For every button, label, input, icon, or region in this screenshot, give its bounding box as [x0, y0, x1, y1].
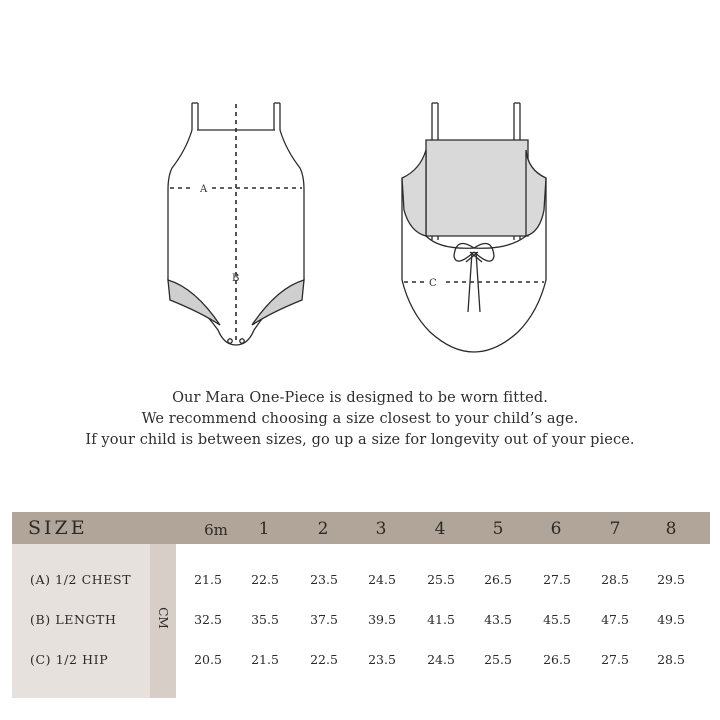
table-cell: 29.5: [657, 572, 685, 587]
row-label-length: (B) LENGTH: [30, 612, 117, 627]
size-column-3: 3: [375, 519, 387, 539]
size-column-8: 8: [665, 519, 677, 539]
label-c: C: [429, 278, 437, 289]
back-view-diagram: [402, 103, 546, 352]
size-column-1: 1: [258, 519, 270, 539]
table-cell: 32.5: [194, 612, 222, 627]
table-cell: 43.5: [484, 612, 512, 627]
size-chart-header: [12, 512, 710, 544]
table-cell: 22.5: [310, 652, 338, 667]
table-cell: 21.5: [194, 572, 222, 587]
table-cell: 25.5: [484, 652, 512, 667]
table-cell: 24.5: [368, 572, 396, 587]
table-cell: 26.5: [484, 572, 512, 587]
table-cell: 35.5: [251, 612, 279, 627]
table-cell: 23.5: [310, 572, 338, 587]
table-cell: 20.5: [194, 652, 222, 667]
table-cell: 47.5: [601, 612, 629, 627]
unit-label: CM: [156, 607, 170, 629]
description-line-1: Our Mara One-Piece is designed to be worn fitted.: [172, 390, 548, 406]
unit-strip: [150, 544, 176, 698]
table-cell: 45.5: [543, 612, 571, 627]
table-cell: 49.5: [657, 612, 685, 627]
table-cell: 24.5: [427, 652, 455, 667]
table-cell: 27.5: [601, 652, 629, 667]
table-cell: 41.5: [427, 612, 455, 627]
size-column-6m: 6m: [204, 521, 228, 539]
table-cell: 22.5: [251, 572, 279, 587]
size-column-7: 7: [609, 519, 621, 539]
table-cell: 39.5: [368, 612, 396, 627]
table-cell: 37.5: [310, 612, 338, 627]
label-a: A: [200, 184, 208, 195]
size-column-2: 2: [317, 519, 329, 539]
size-column-6: 6: [550, 519, 562, 539]
description-line-3: If your child is between sizes, go up a size for longevity out of your piece.: [85, 432, 635, 448]
table-cell: 25.5: [427, 572, 455, 587]
table-cell: 28.5: [601, 572, 629, 587]
size-title: SIZE: [28, 517, 88, 539]
label-b: B: [232, 273, 240, 284]
table-cell: 21.5: [251, 652, 279, 667]
description-line-2: We recommend choosing a size closest to your child’s age.: [141, 411, 579, 427]
table-cell: 23.5: [368, 652, 396, 667]
row-label-hip: (C) 1/2 HIP: [30, 652, 109, 667]
size-column-4: 4: [434, 519, 446, 539]
size-column-5: 5: [492, 519, 504, 539]
table-cell: 26.5: [543, 652, 571, 667]
front-view-diagram: [168, 103, 304, 345]
table-cell: 28.5: [657, 652, 685, 667]
row-label-chest: (A) 1/2 CHEST: [30, 572, 132, 587]
table-cell: 27.5: [543, 572, 571, 587]
